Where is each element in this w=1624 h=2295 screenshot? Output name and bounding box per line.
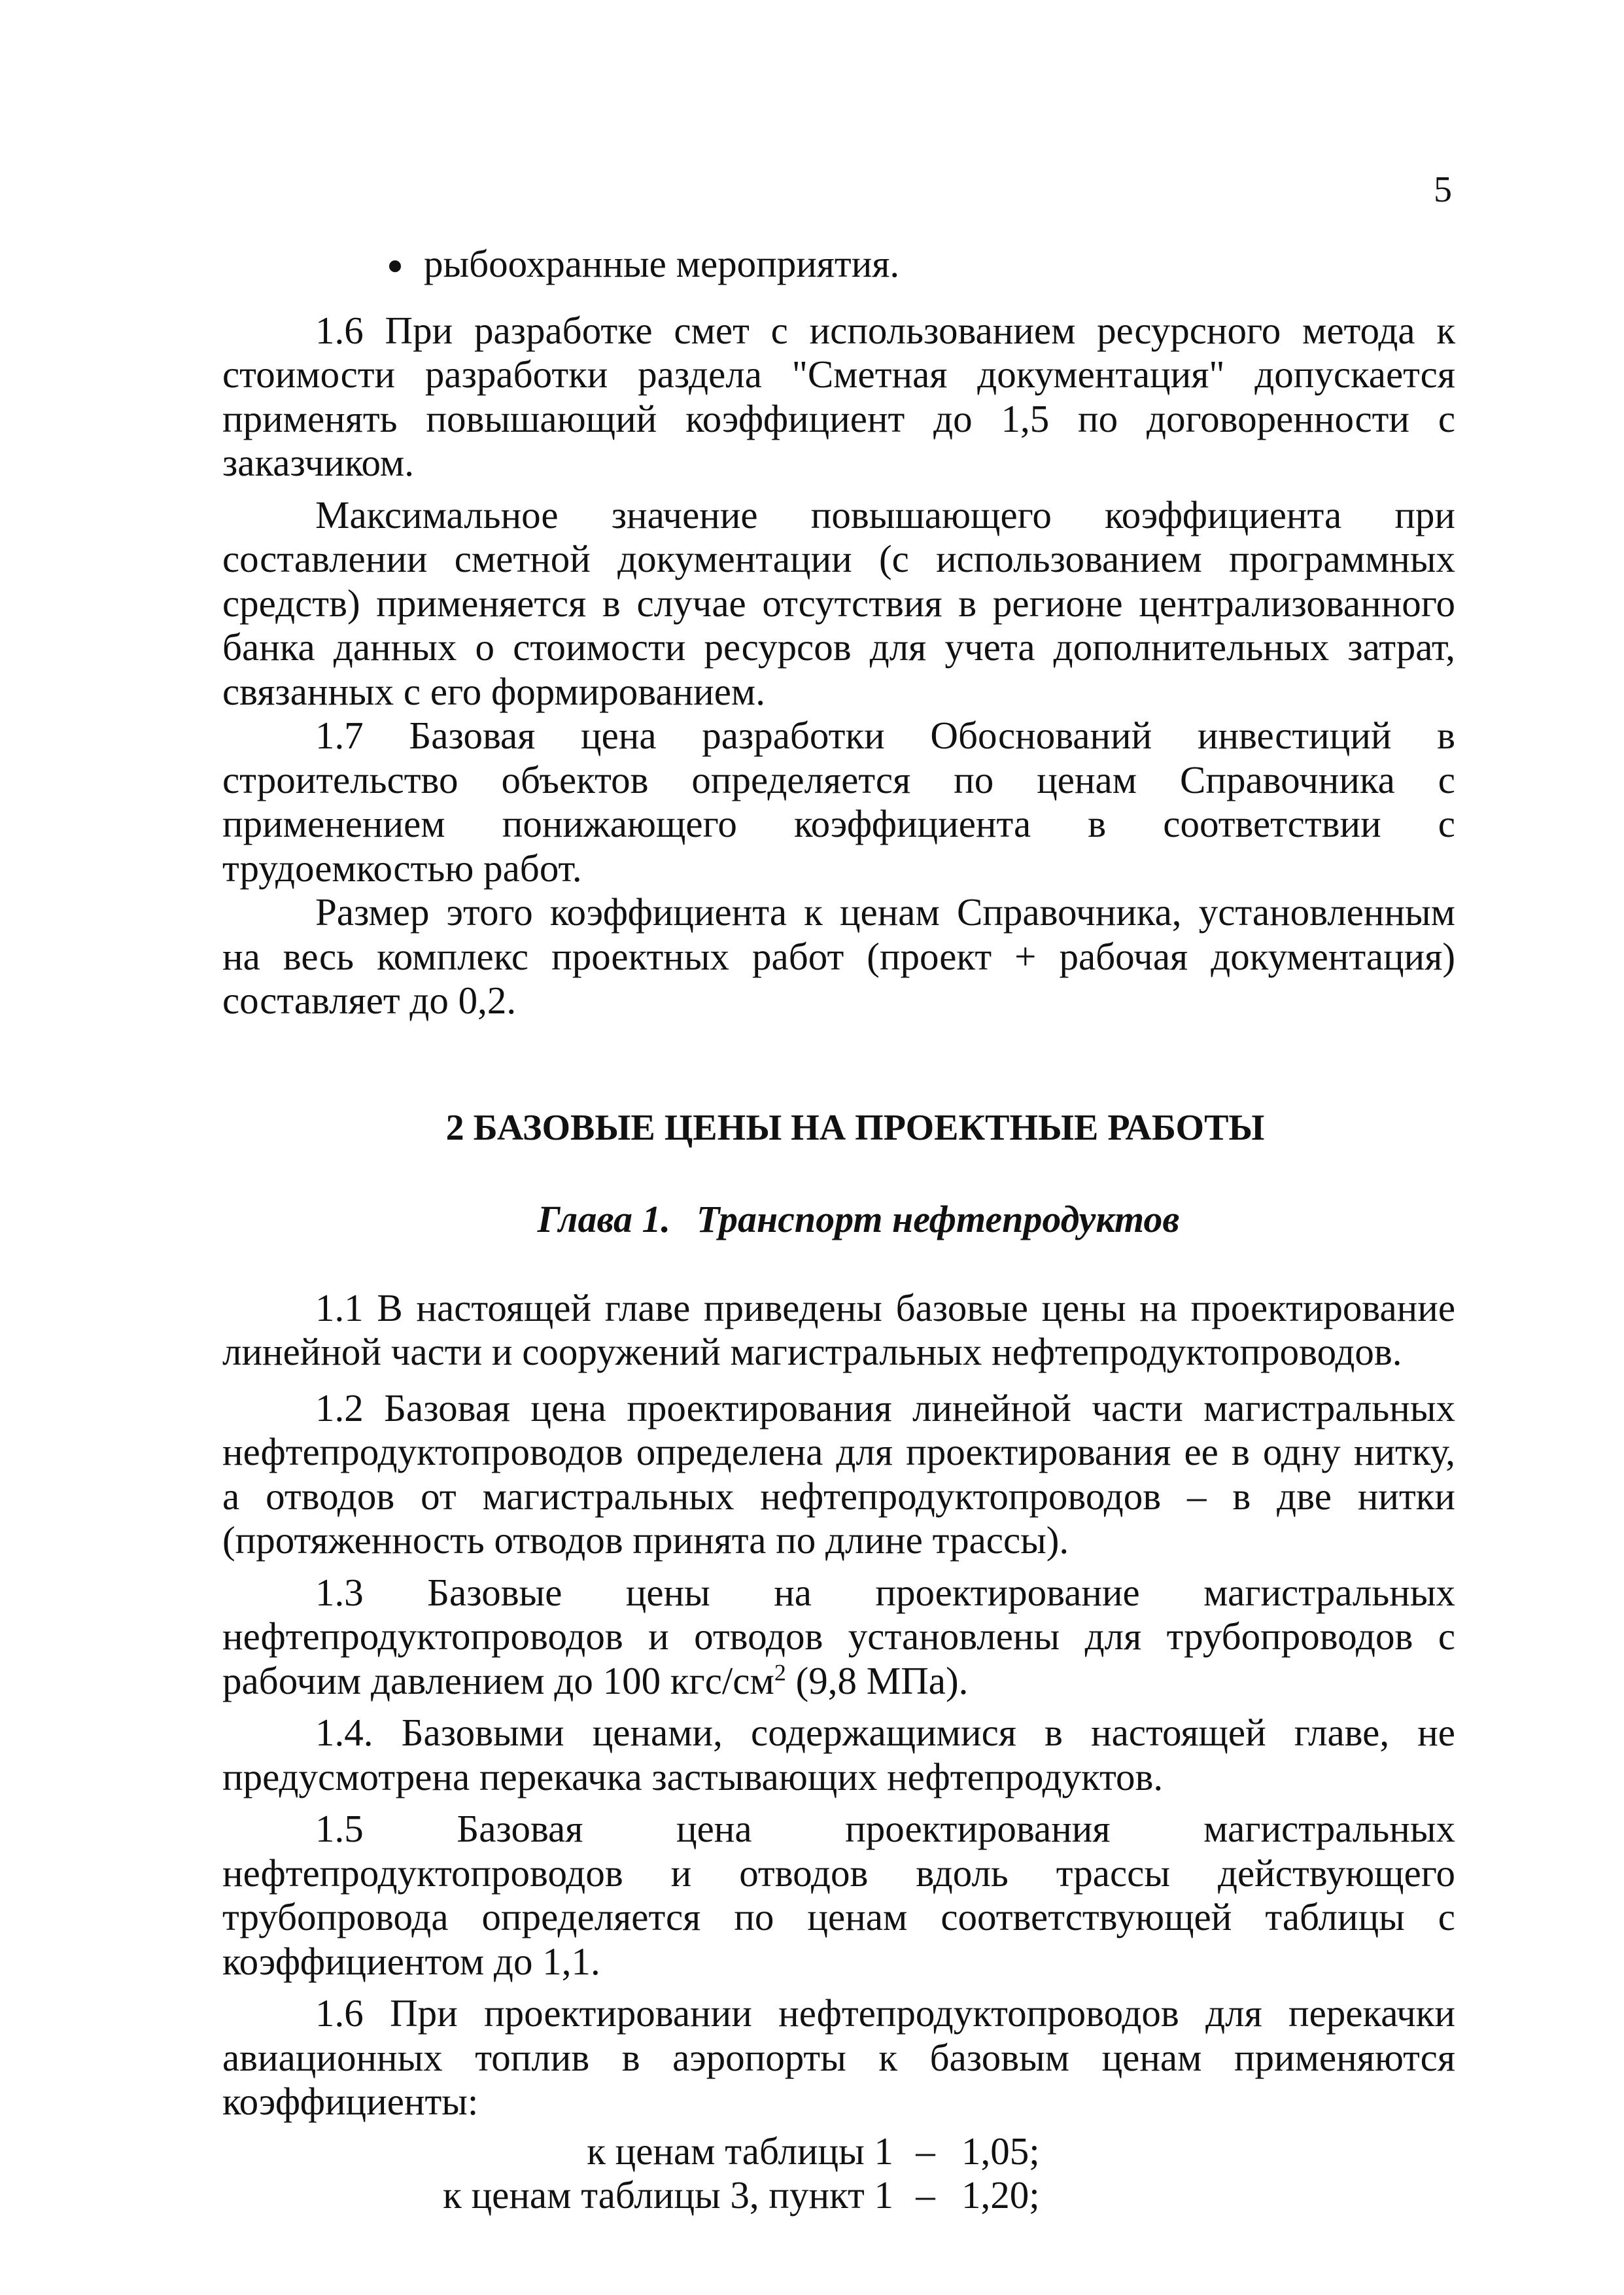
page-number: 5 — [1434, 169, 1452, 210]
pressure-text: 1.3 Базовые цены на проектирование магистральных нефтепродуктопроводов и отводов установлены для трубопроводов с рабочим давлением до 100 кгс/см — [222, 1570, 1455, 1702]
chapter-title: Транспорт нефтепродуктов — [696, 1198, 1180, 1240]
paragraph-1-2-linear-part: 1.2 Базовая цена проектирования линейной части магистральных нефтепродуктопроводов определена для проектирования ее в одну нитку, а отводов от магистральных нефтепродуктопроводов – в две нитки (протяженность отводов принята по длине трассы). — [222, 1386, 1455, 1562]
paragraph-1-1-scope: 1.1 В настоящей главе приведены базовые цены на проектирование линейной части и сооружений магистральных нефтепродуктопроводов. — [222, 1286, 1455, 1373]
bullet-icon — [389, 260, 401, 272]
pressure-text-end: (9,8 МПа). — [786, 1658, 969, 1702]
coefficient-label: к ценам таблицы 1 — [587, 2129, 893, 2173]
pressure-superscript: 2 — [774, 1658, 786, 1685]
coefficient-row — [222, 2173, 1455, 2218]
paragraph-1-3-pressure — [222, 1571, 1455, 1704]
paragraph-1-6-estimates: 1.6 При разработке смет с использованием ресурсного метода к стоимости разработки раздела "Сметная документация" допускается применять повышающий коэффициент до 1,5 по договоренности с заказчиком. — [222, 308, 1455, 484]
section-heading: 2 БАЗОВЫЕ ЦЕНЫ НА ПРОЕКТНЫЕ РАБОТЫ — [445, 1107, 1265, 1148]
paragraph-1-5-along-route: 1.5 Базовая цена проектирования магистральных нефтепродуктопроводов и отводов вдоль трассы действующего трубопровода определяется по ценам соответствующей таблицы с коэффициентом до 1,1. — [222, 1807, 1455, 1983]
coefficient-row — [222, 2129, 1455, 2174]
coefficient-list — [222, 2129, 1455, 2218]
coefficient-dash: – — [916, 2129, 935, 2173]
coefficient-dash: – — [916, 2173, 935, 2216]
paragraph-1-6-aviation: 1.6 При проектировании нефтепродуктопроводов для перекачки авиационных топлив в аэропорты к базовым ценам применяются коэффициенты: — [222, 1991, 1455, 2123]
coefficient-value: 1,20; — [961, 2173, 1040, 2216]
document-body — [222, 242, 1455, 2218]
bullet-text: рыбоохранные мероприятия. — [424, 242, 900, 285]
paragraph-1-4-pumping: 1.4. Базовыми ценами, содержащимися в настоящей главе, не предусмотрена перекачка застывающих нефтепродуктов. — [222, 1711, 1455, 1798]
coefficient-label: к ценам таблицы 3, пункт 1 — [443, 2173, 893, 2216]
chapter-label: Глава 1. — [537, 1198, 670, 1240]
paragraph-1-7-investment: 1.7 Базовая цена разработки Обоснований инвестиций в строительство объектов определяется по ценам Справочника с применением понижающего коэффициента в соответствии с трудоемкостью работ. — [222, 714, 1455, 890]
coefficient-value: 1,05; — [961, 2129, 1040, 2173]
chapter-heading — [222, 1197, 1455, 1242]
bullet-item — [222, 242, 1455, 287]
paragraph-max-coefficient: Максимальное значение повышающего коэффициента при составлении сметной документации (с использованием программных средств) применяется в случае отсутствия в регионе централизованного банка данных о стоимости ресурсов для учета дополнительных затрат, связанных с его формированием. — [222, 493, 1455, 713]
paragraph-coefficient-size: Размер этого коэффициента к ценам Справочника, установленным на весь комплекс проектных работ (проект + рабочая документация) составляет до 0,2. — [222, 890, 1455, 1022]
